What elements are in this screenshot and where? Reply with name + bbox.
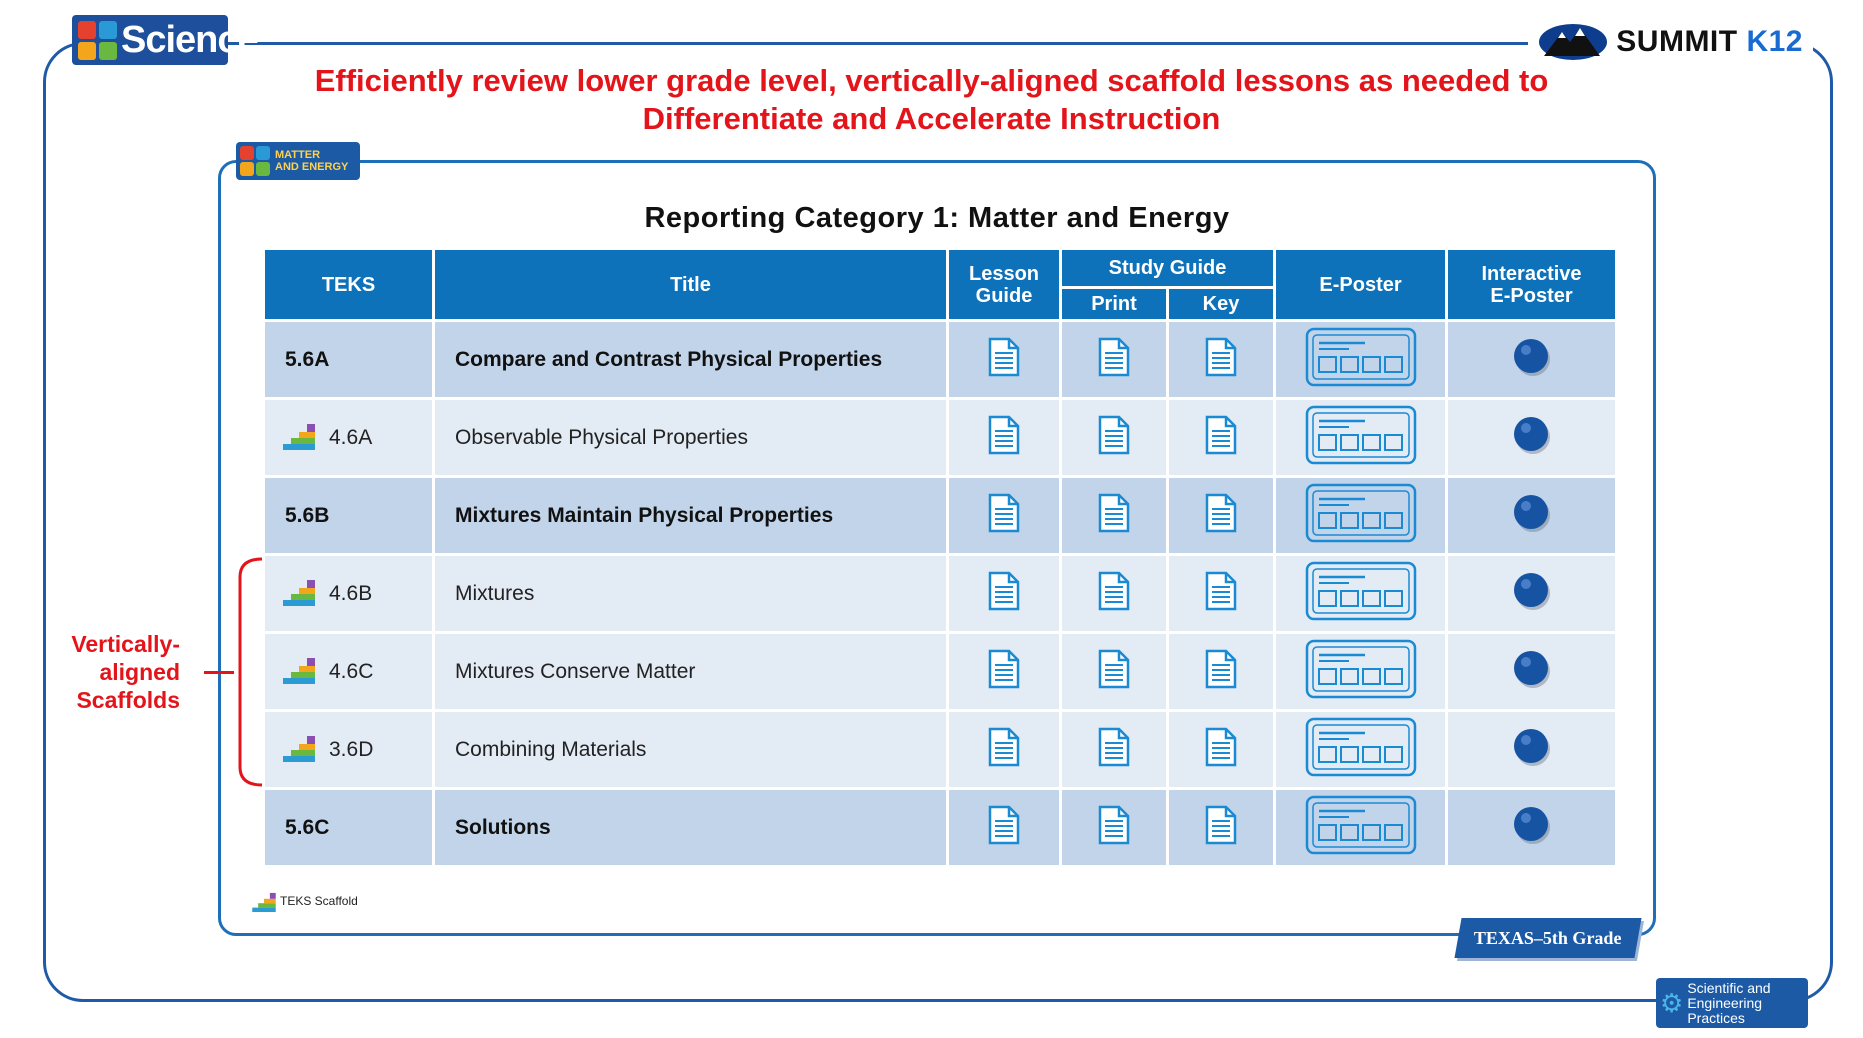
science-logo-text: Science xyxy=(121,18,258,61)
teks-cell xyxy=(264,399,434,477)
study-guide-print-cell xyxy=(1061,321,1168,399)
document-icon[interactable] xyxy=(1204,337,1238,382)
table-row xyxy=(264,399,1617,477)
eposter-icon[interactable] xyxy=(1305,483,1417,548)
science-logo xyxy=(72,15,258,65)
document-icon[interactable] xyxy=(987,649,1021,694)
document-icon[interactable] xyxy=(1097,415,1131,460)
vertically-aligned-scaffolds-label: Vertically- aligned Scaffolds xyxy=(71,631,180,713)
interactive-eposter-cell xyxy=(1447,555,1617,633)
eposter-icon[interactable] xyxy=(1305,639,1417,704)
document-icon[interactable] xyxy=(1097,571,1131,616)
science-logo-tiles xyxy=(78,21,117,60)
panel-title: Reporting Category 1: Matter and Energy xyxy=(644,202,1230,234)
teks-cell: 5.6C xyxy=(264,789,434,867)
grade-banner: TEXAS–5th Grade xyxy=(1454,918,1641,958)
column-header-study-guide: Study Guide xyxy=(1061,249,1275,288)
eposter-icon[interactable] xyxy=(1305,795,1417,860)
document-icon[interactable] xyxy=(987,493,1021,538)
document-icon[interactable] xyxy=(1204,649,1238,694)
headline-line-1: Efficiently review lower grade level, vertically-aligned scaffold lessons as needed to xyxy=(314,63,1549,98)
bracket-leader-line xyxy=(204,671,234,674)
document-icon[interactable] xyxy=(987,805,1021,850)
teks-cell xyxy=(264,711,434,789)
document-icon[interactable] xyxy=(987,727,1021,772)
interactive-button-icon[interactable] xyxy=(1511,804,1553,851)
lesson-title: Mixtures Maintain Physical Properties xyxy=(434,477,948,555)
teks-code: 4.6A xyxy=(329,425,373,449)
interactive-eposter-cell xyxy=(1447,789,1617,867)
eposter-cell xyxy=(1275,711,1447,789)
interactive-button-icon[interactable] xyxy=(1511,336,1553,383)
lesson-guide-cell xyxy=(948,477,1061,555)
teks-code: 4.6C xyxy=(329,659,374,683)
scaffold-steps-icon xyxy=(283,576,329,612)
summit-k12-logo xyxy=(1528,20,1813,64)
eposter-icon[interactable] xyxy=(1305,327,1417,392)
study-guide-key-cell xyxy=(1168,399,1275,477)
eposter-cell xyxy=(1275,789,1447,867)
teks-cell xyxy=(264,555,434,633)
sep-logo: ⚙ Scientific and Engineering Practices xyxy=(1656,978,1808,1028)
interactive-button-icon[interactable] xyxy=(1511,414,1553,461)
mountain-icon xyxy=(1538,22,1608,62)
document-icon[interactable] xyxy=(987,571,1021,616)
document-icon[interactable] xyxy=(1204,571,1238,616)
lesson-guide-cell xyxy=(948,633,1061,711)
study-guide-key-cell xyxy=(1168,477,1275,555)
interactive-button-icon[interactable] xyxy=(1511,570,1553,617)
document-icon[interactable] xyxy=(1097,337,1131,382)
document-icon[interactable] xyxy=(987,415,1021,460)
lesson-title: Mixtures xyxy=(434,555,948,633)
eposter-icon[interactable] xyxy=(1305,561,1417,626)
teks-cell: 5.6A xyxy=(264,321,434,399)
interactive-button-icon[interactable] xyxy=(1511,726,1553,773)
document-icon[interactable] xyxy=(1204,493,1238,538)
badge-text: MATTER AND ENERGY xyxy=(275,149,349,173)
headline-line-2: Differentiate and Accelerate Instruction xyxy=(642,101,1221,136)
lesson-guide-cell xyxy=(948,321,1061,399)
column-header-title: Title xyxy=(434,249,948,321)
interactive-button-icon[interactable] xyxy=(1511,648,1553,695)
scaffold-bracket xyxy=(234,557,264,787)
column-header-print: Print xyxy=(1061,288,1168,321)
scaffold-steps-icon xyxy=(283,420,329,456)
table-row xyxy=(264,711,1617,789)
document-icon[interactable] xyxy=(1097,493,1131,538)
scaffold-steps-icon xyxy=(283,654,329,690)
document-icon[interactable] xyxy=(1204,727,1238,772)
eposter-cell xyxy=(1275,555,1447,633)
teks-cell xyxy=(264,633,434,711)
eposter-cell xyxy=(1275,321,1447,399)
badge-tiles xyxy=(240,146,270,176)
interactive-eposter-cell xyxy=(1447,633,1617,711)
document-icon[interactable] xyxy=(1097,649,1131,694)
gear-icon: ⚙ xyxy=(1660,987,1684,1018)
study-guide-key-cell xyxy=(1168,711,1275,789)
study-guide-print-cell xyxy=(1061,633,1168,711)
lesson-guide-cell xyxy=(948,555,1061,633)
study-guide-print-cell xyxy=(1061,711,1168,789)
teks-scaffold-legend: TEKS Scaffold xyxy=(252,890,358,912)
document-icon[interactable] xyxy=(987,337,1021,382)
teks-cell: 5.6B xyxy=(264,477,434,555)
column-header-eposter: E-Poster xyxy=(1275,249,1447,321)
lesson-guide-cell xyxy=(948,711,1061,789)
interactive-eposter-cell xyxy=(1447,321,1617,399)
eposter-cell xyxy=(1275,477,1447,555)
study-guide-print-cell xyxy=(1061,477,1168,555)
table-row xyxy=(264,789,1617,867)
eposter-cell xyxy=(1275,399,1447,477)
study-guide-print-cell xyxy=(1061,399,1168,477)
eposter-cell xyxy=(1275,633,1447,711)
lesson-title: Compare and Contrast Physical Properties xyxy=(434,321,948,399)
matter-energy-badge xyxy=(236,142,360,180)
table-row xyxy=(264,555,1617,633)
lesson-title: Mixtures Conserve Matter xyxy=(434,633,948,711)
headline xyxy=(0,62,1863,138)
summit-brand: SUMMIT K12 xyxy=(1616,25,1803,58)
document-icon[interactable] xyxy=(1097,727,1131,772)
lesson-title: Observable Physical Properties xyxy=(434,399,948,477)
study-guide-key-cell xyxy=(1168,555,1275,633)
column-header-key: Key xyxy=(1168,288,1275,321)
teks-code: 3.6D xyxy=(329,737,374,761)
lesson-title: Combining Materials xyxy=(434,711,948,789)
scaffold-steps-icon xyxy=(252,890,276,912)
eposter-icon[interactable] xyxy=(1305,717,1417,782)
lesson-table xyxy=(262,247,1618,868)
lesson-guide-cell xyxy=(948,789,1061,867)
document-icon[interactable] xyxy=(1204,805,1238,850)
table-row xyxy=(264,633,1617,711)
scaffold-steps-icon xyxy=(283,732,329,768)
interactive-button-icon[interactable] xyxy=(1511,492,1553,539)
column-header-teks: TEKS xyxy=(264,249,434,321)
study-guide-key-cell xyxy=(1168,321,1275,399)
study-guide-key-cell xyxy=(1168,633,1275,711)
eposter-icon[interactable] xyxy=(1305,405,1417,470)
table-row xyxy=(264,321,1617,399)
lesson-guide-cell xyxy=(948,399,1061,477)
column-header-lesson-guide: Lesson Guide xyxy=(948,249,1061,321)
column-header-interactive-eposter: Interactive E-Poster xyxy=(1447,249,1617,321)
teks-code: 4.6B xyxy=(329,581,373,605)
interactive-eposter-cell xyxy=(1447,477,1617,555)
table-row xyxy=(264,477,1617,555)
document-icon[interactable] xyxy=(1204,415,1238,460)
study-guide-key-cell xyxy=(1168,789,1275,867)
lesson-title: Solutions xyxy=(434,789,948,867)
interactive-eposter-cell xyxy=(1447,399,1617,477)
study-guide-print-cell xyxy=(1061,555,1168,633)
document-icon[interactable] xyxy=(1097,805,1131,850)
study-guide-print-cell xyxy=(1061,789,1168,867)
interactive-eposter-cell xyxy=(1447,711,1617,789)
